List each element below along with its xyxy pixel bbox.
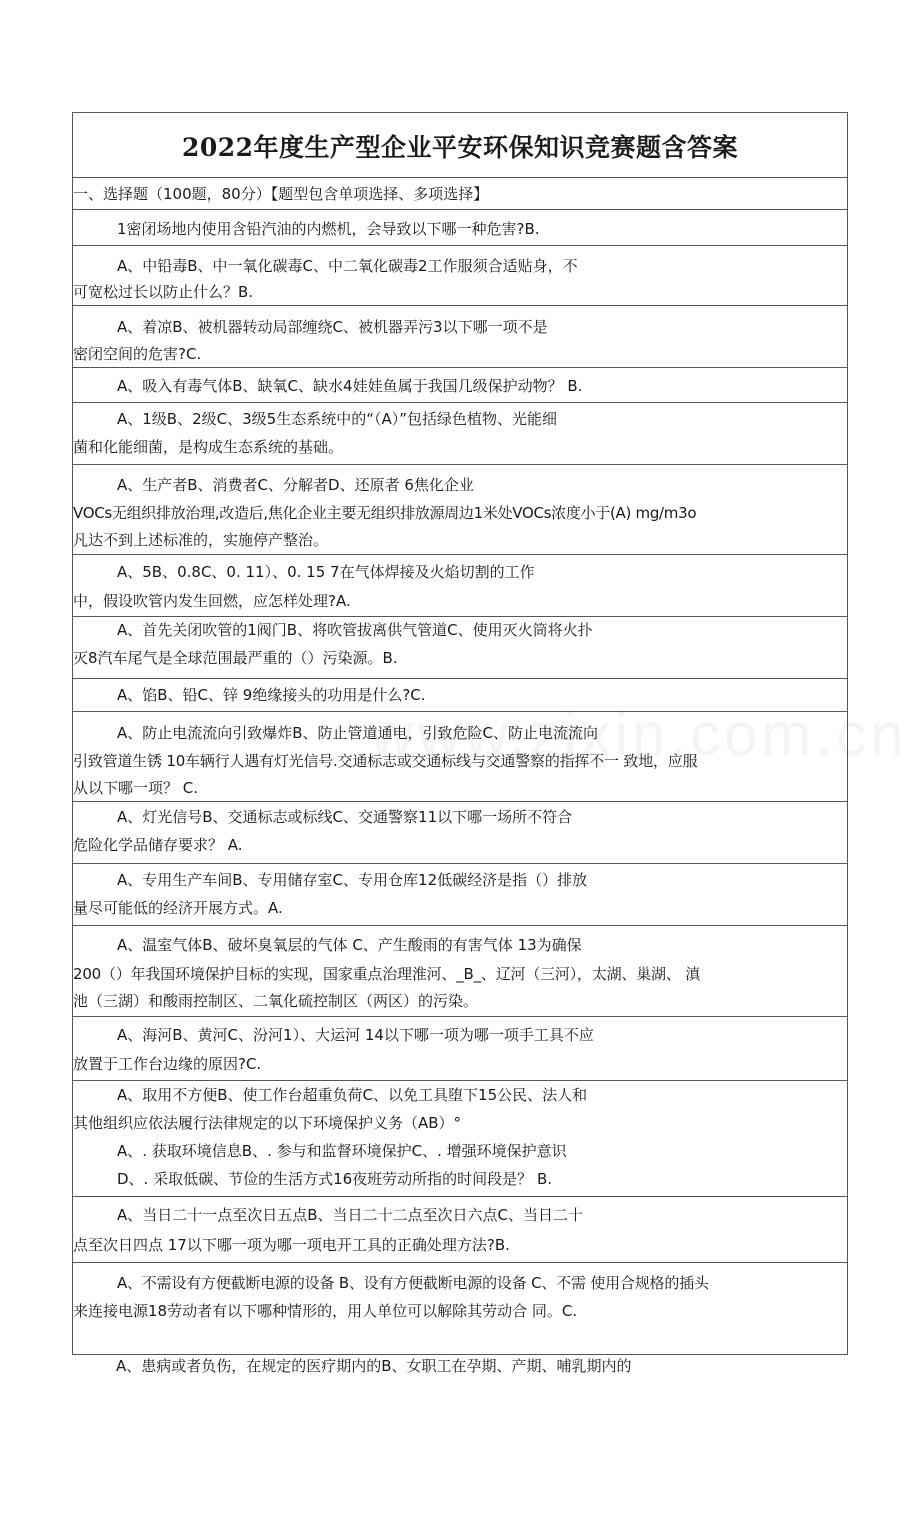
question-line: 从以下哪一项？ C. (73, 779, 199, 797)
question-line: 来连接电源18劳动者有以下哪种情形的，用人单位可以解除其劳动合 同。C. (73, 1302, 578, 1320)
question-line: 菌和化能细菌，是构成生态系统的基础。 (73, 438, 344, 456)
question-line: 池（三湖）和酸雨控制区、二氧化硫控制区（两区）的污染。 (73, 992, 479, 1010)
question-line: 量尽可能低的经济开展方式。A. (73, 899, 283, 917)
question-row (73, 209, 847, 246)
question-line: A、温室气体B、破坏臭氧层的气体 C、产生酸雨的有害气体 13为确保 (117, 936, 582, 954)
question-row (73, 402, 847, 465)
question-line: 危险化学品储存要求？ A. (73, 836, 243, 854)
question-row (73, 245, 847, 306)
question-line: 其他组织应依法履行法律规定的以下环境保护义务（AB）° (73, 1114, 462, 1132)
question-line: D、. 采取低碳、节俭的生活方式16夜班劳动所指的时间段是？ B. (117, 1170, 553, 1188)
question-row (73, 1262, 847, 1356)
question-line: A、. 获取环境信息B、. 参与和监督环境保护C、. 增强环境保护意识 (117, 1142, 567, 1160)
question-row (73, 801, 847, 864)
section-heading: 一、选择题（100题，80分）【题型包含单项选择、多项选择】 (73, 185, 489, 203)
question-line: 密闭空间的危害?C. (73, 345, 202, 363)
question-line: A、1级B、2级C、3级5生态系统中的“（A）”包括绿色植物、光能细 (117, 410, 558, 428)
question-line: VOCs无组织排放治理,改造后,焦化企业主要无组织排放源周边1米处VOCs浓度小于(A) mg/m3o (73, 504, 697, 522)
question-line: 凡达不到上述标准的，实施停产整治。 (73, 531, 329, 549)
question-row (73, 1016, 847, 1081)
question-line: 可宽松过长以防止什么？B. (73, 283, 254, 301)
question-line: 灭8汽车尾气是全球范围最严重的（）污染源。B. (73, 649, 398, 667)
page-title: 2022年度生产型企业平安环保知识竞赛题含答案 (181, 133, 739, 162)
question-line: 引致管道生锈 10车辆行人遇有灯光信号.交通标志或交通标线与交通警察的指挥不一 致地，应服 (73, 752, 698, 770)
question-line: A、专用生产车间B、专用储存室C、专用仓库12低碳经济是指（）排放 (117, 871, 588, 889)
question-line: A、吸入有毒气体B、缺氧C、缺水4娃娃鱼属于我国几级保护动物？ B. (117, 377, 583, 395)
section-heading-row (73, 177, 847, 210)
question-row (73, 554, 847, 617)
question-row (73, 464, 847, 555)
question-row (73, 367, 847, 403)
question-row (73, 1080, 847, 1197)
question-line: A、中铅毒B、中一氧化碳毒C、中二氧化碳毒2工作服须合适贴身，不 (117, 257, 578, 275)
question-line: 放置于工作台边缘的原因?C. (73, 1055, 262, 1073)
trailing-text-line: A、患病或者负伤，在规定的医疗期内的B、女职工在孕期、产期、哺乳期内的 (116, 1357, 632, 1375)
question-line: A、取用不方便B、使工作台超重负荷C、以免工具堕下15公民、法人和 (117, 1086, 588, 1104)
question-line: A、生产者B、消费者C、分解者D、还原者 6焦化企业 (117, 476, 474, 494)
title-row (73, 113, 847, 177)
question-row (73, 863, 847, 926)
question-line: 点至次日四点 17以下哪一项为哪一项电开工具的正确处理方法?B. (73, 1236, 510, 1254)
question-line: A、首先关闭吹管的1阀门B、将吹管拔离供气管道C、使用灭火筒将火扑 (117, 621, 593, 639)
question-line: A、馅B、铅C、锌 9绝缘接头的功用是什么?C. (117, 686, 426, 704)
question-line: 1密闭场地内使用含铅汽油的内燃机，会导致以下哪一种危害?B. (117, 220, 540, 238)
question-line: A、海河B、黄河C、汾河1）、大运河 14以下哪一项为哪一项手工具不应 (117, 1026, 594, 1044)
question-line: 200（）年我国环境保护目标的实现，国家重点治理淮河、_B_、辽河（三河），太湖、巢湖、 滇 (73, 965, 700, 983)
question-line: A、不需设有方便截断电源的设备 B、设有方便截断电源的设备 C、不需 使用合规格的插头 (117, 1274, 709, 1292)
question-row (73, 925, 847, 1017)
question-row (73, 616, 847, 679)
question-line: 中，假设吹管内发生回燃，应怎样处理?A. (73, 592, 351, 610)
question-line: A、当日二十一点至次日五点B、当日二十二点至次日六点C、当日二十 (117, 1206, 584, 1224)
question-line: A、5B、0.8C、0. 11）、0. 15 7在气体焊接及火焰切割的工作 (117, 563, 535, 581)
watermark (370, 700, 907, 769)
question-line: A、灯光信号B、交通标志或标线C、交通警察11以下哪一场所不符合 (117, 808, 573, 826)
question-line: A、着凉B、被机器转动局部缠绕C、被机器弄污3以下哪一项不是 (117, 318, 548, 336)
question-line: A、防止电流流向引致爆炸B、防止管道通电，引致危险C、防止电流流向 (117, 724, 599, 742)
question-row (73, 1196, 847, 1263)
question-row (73, 305, 847, 368)
